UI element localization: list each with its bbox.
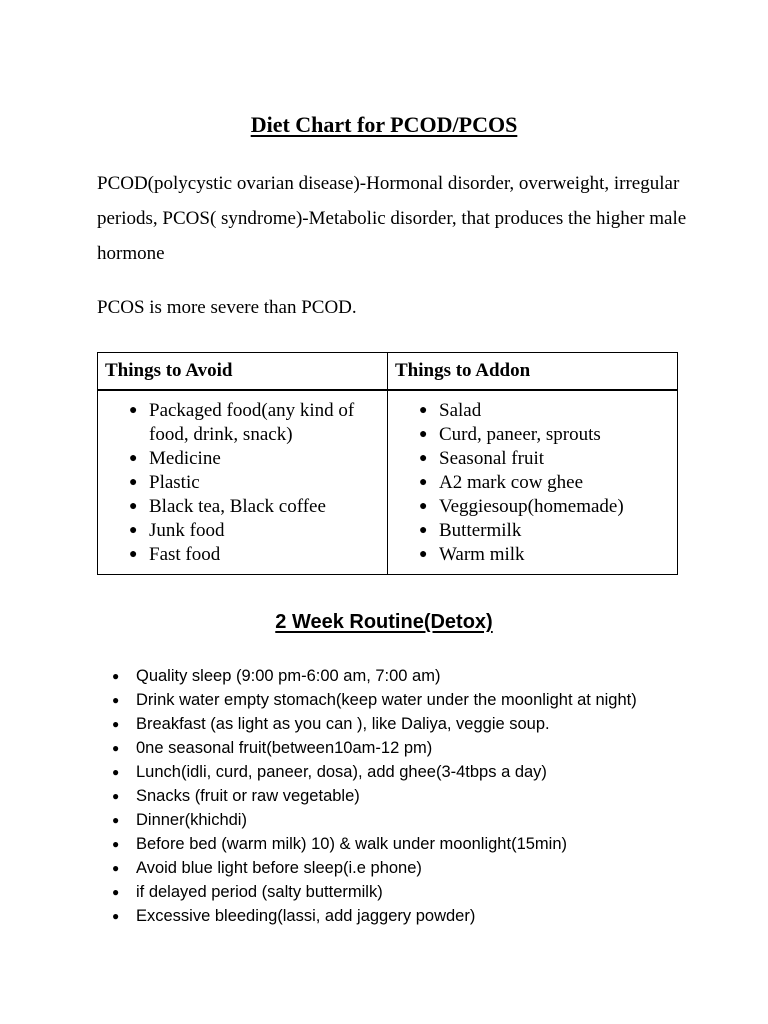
bullet-icon: ● (112, 717, 120, 731)
addon-column-header: Things to Addon (388, 353, 678, 391)
page-title: Diet Chart for PCOD/PCOS (250, 112, 518, 137)
list-item: ● if delayed period (salty buttermilk) (110, 880, 730, 904)
list-item: ● Medicine (129, 448, 221, 469)
bullet-icon: ● (419, 451, 428, 466)
bullet-icon: ● (112, 765, 120, 779)
diet-table (97, 352, 678, 575)
routine-title: 2 Week Routine(Detox) (275, 611, 493, 633)
bullet-icon: ● (419, 427, 428, 442)
bullet-icon: ● (112, 693, 120, 707)
bullet-icon: ● (112, 741, 120, 755)
avoid-column-header: Things to Avoid (98, 353, 388, 391)
avoid-cell (98, 390, 388, 575)
list-item: ● Drink water empty stomach(keep water under the moonlight at night) (110, 688, 730, 712)
table-header-row (98, 353, 678, 391)
list-item: ● Seasonal fruit (419, 448, 545, 469)
list-item: ● Lunch(idli, curd, paneer, dosa), add ghee(3-4tbps a day) (110, 760, 730, 784)
bullet-icon: ● (112, 885, 120, 899)
bullet-icon: ● (112, 789, 120, 803)
list-item: ● Black tea, Black coffee (129, 496, 326, 517)
routine-list (110, 664, 730, 928)
addon-cell (388, 390, 678, 575)
list-item: ● Salad (419, 400, 482, 421)
list-item: ● Avoid blue light before sleep(i.e phone) (110, 856, 730, 880)
list-item: ● Before bed (warm milk) 10) & walk under moonlight(15min) (110, 832, 730, 856)
bullet-icon: ● (112, 813, 120, 827)
list-item: ● Veggiesoup(homemade) (419, 496, 624, 517)
bullet-icon: ● (419, 403, 428, 418)
bullet-icon: ● (419, 475, 428, 490)
bullet-icon: ● (112, 837, 120, 851)
list-item: ● Quality sleep (9:00 pm-6:00 am, 7:00 am) (110, 664, 730, 688)
list-item: ● A2 mark cow ghee (419, 472, 584, 493)
intro-paragraph: PCOD(polycystic ovarian disease)-Hormonal disorder, overweight, irregular periods, PCOS( syndrome)-Metabolic disorder, that produces the higher male hormone (97, 173, 687, 264)
bullet-icon: ● (419, 523, 428, 538)
avoid-list (105, 399, 380, 567)
bullet-icon: ● (129, 403, 138, 418)
list-item: ● Plastic (129, 472, 200, 493)
list-item: ● Fast food (129, 544, 221, 565)
list-item: ● Packaged food(any kind of food, drink, snack) (129, 400, 355, 445)
bullet-icon: ● (129, 475, 138, 490)
list-item: ● Dinner(khichdi) (110, 808, 730, 832)
list-item: ● Warm milk (419, 544, 525, 565)
list-item: ● Excessive bleeding(lassi, add jaggery powder) (110, 904, 730, 928)
bullet-icon: ● (419, 499, 428, 514)
table-body-row (98, 390, 678, 575)
bullet-icon: ● (129, 523, 138, 538)
bullet-icon: ● (129, 547, 138, 562)
severity-note: PCOS is more severe than PCOD. (97, 297, 357, 318)
bullet-icon: ● (112, 861, 120, 875)
bullet-icon: ● (112, 909, 120, 923)
bullet-icon: ● (129, 451, 138, 466)
bullet-icon: ● (419, 547, 428, 562)
list-item: ● 0ne seasonal fruit(between10am-12 pm) (110, 736, 730, 760)
list-item: ● Snacks (fruit or raw vegetable) (110, 784, 730, 808)
list-item: ● Buttermilk (419, 520, 522, 541)
list-item: ● Junk food (129, 520, 225, 541)
addon-list (395, 399, 670, 567)
bullet-icon: ● (112, 669, 120, 683)
list-item: ● Breakfast (as light as you can ), like Daliya, veggie soup. (110, 712, 730, 736)
list-item: ● Curd, paneer, sprouts (419, 424, 601, 445)
bullet-icon: ● (129, 499, 138, 514)
